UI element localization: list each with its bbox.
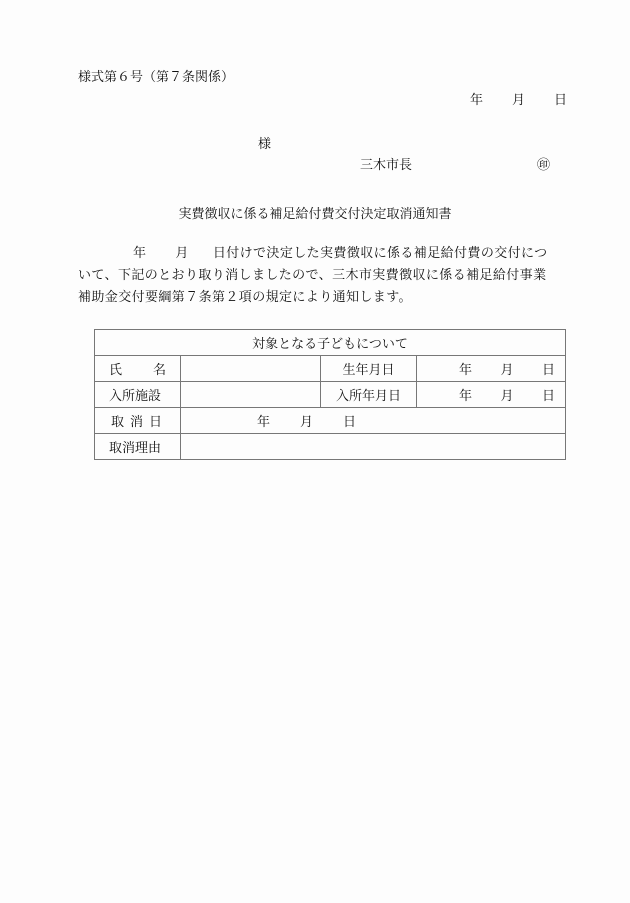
facility-field[interactable] [181,382,321,408]
reason-label: 取消理由 [95,434,181,460]
cancel-date-label: 取 消 日 [95,408,181,434]
notice-line-3: 補助金交付要綱第７条第２項の規定により通知します。 [78,290,412,305]
addressee-suffix: 様 [258,137,272,152]
table-header: 対象となる子どもについて [95,330,566,356]
table-row [95,434,566,460]
decision-year: 年 [133,246,147,261]
table-row [95,408,566,434]
table-row [95,382,566,408]
issue-date-year: 年 [470,93,484,108]
birthdate-label: 生年月日 [321,356,417,382]
reason-field[interactable] [181,434,566,460]
issuer-name: 三木市長 [360,158,413,173]
notice-body [78,243,568,309]
admission-date-field[interactable]: 年 月 日 [417,382,566,408]
birthdate-field[interactable]: 年 月 日 [417,356,566,382]
notice-line-1: 年 月 日付けで決定した実費徴収に係る補足給付費の交付につ [133,246,548,261]
notice-line-2: いて、下記のとおり取り消しましたので、三木市実費徴収に係る補足給付事業 [78,268,547,283]
decision-month: 月 [175,246,189,261]
name-field[interactable] [181,356,321,382]
facility-label: 入所施設 [95,382,181,408]
form-number: 様式第６号（第７条関係） [78,70,235,85]
issue-date-day: 日 [554,93,568,108]
cancel-date-field[interactable]: 年 月 日 [181,408,566,434]
name-label: 氏 名 [95,356,181,382]
seal-mark: ㊞ [537,158,551,173]
issue-date-month: 月 [512,93,526,108]
document-title: 実費徴収に係る補足給付費交付決定取消通知書 [178,207,452,222]
admission-date-label: 入所年月日 [321,382,417,408]
table-row [95,356,566,382]
child-info-table [94,329,566,460]
